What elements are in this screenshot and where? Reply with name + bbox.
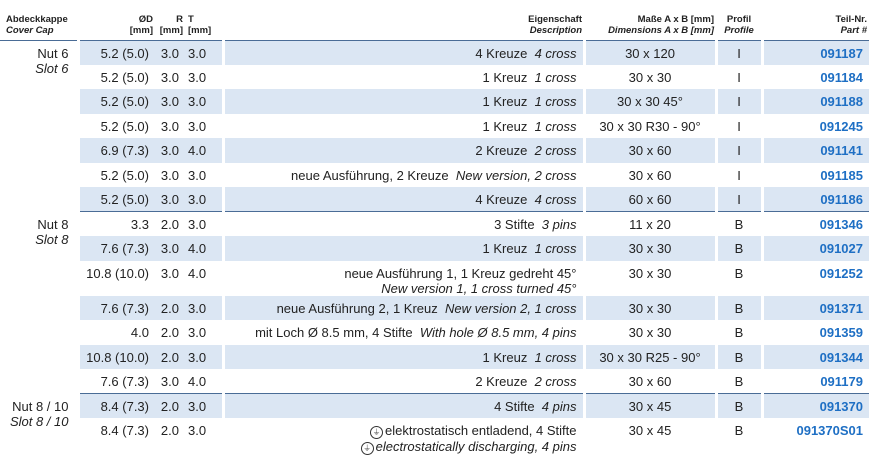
r-cell: 3.0 bbox=[155, 89, 185, 114]
header-cover-cap: Abdeckkappe Cover Cap bbox=[6, 13, 68, 36]
t-cell: 3.0 bbox=[185, 89, 223, 114]
r-cell: 2.0 bbox=[160, 325, 179, 340]
dimensions-cell: 30 x 45 bbox=[584, 394, 716, 419]
header-part-number: Teil-Nr. Part # bbox=[835, 13, 867, 36]
header-od: ØD [mm] bbox=[129, 13, 153, 36]
part-number-link[interactable]: 091179 bbox=[762, 369, 869, 394]
description-cell: 3 Stifte 3 pins bbox=[223, 212, 584, 237]
part-number-link[interactable]: 091185 bbox=[762, 163, 869, 188]
profile-cell: B bbox=[716, 394, 762, 419]
slot-group-label: Nut 8 / 10 Slot 8 / 10 bbox=[0, 394, 78, 456]
profile-cell: I bbox=[716, 163, 762, 188]
table-row bbox=[0, 187, 869, 212]
dimensions-cell: 30 x 30 bbox=[584, 65, 716, 90]
t-cell: 3.0 bbox=[188, 423, 207, 438]
t-cell: 3.0 bbox=[188, 167, 207, 183]
profile-cell: I bbox=[716, 65, 762, 90]
profile-cell: B bbox=[716, 345, 762, 370]
r-cell: 3.0 bbox=[155, 40, 185, 65]
table-row bbox=[0, 261, 869, 296]
profile-cell: I bbox=[716, 114, 762, 139]
profile-cell: B bbox=[716, 212, 762, 237]
table-row bbox=[0, 65, 869, 90]
table-row bbox=[0, 345, 869, 370]
esd-symbol-icon: ⏚ bbox=[370, 426, 383, 439]
t-cell: 4.0 bbox=[185, 138, 223, 163]
r-cell: 3.0 bbox=[155, 138, 185, 163]
table-row bbox=[0, 89, 869, 114]
table-row bbox=[0, 212, 869, 237]
part-number-link[interactable]: 091371 bbox=[762, 296, 869, 321]
od-cell: 10.8 (10.0) bbox=[78, 345, 155, 370]
part-number-link[interactable]: 091344 bbox=[762, 345, 869, 370]
part-number-link[interactable]: 091187 bbox=[762, 40, 869, 65]
profile-cell: I bbox=[716, 89, 762, 114]
table-row bbox=[0, 418, 869, 455]
od-cell: 8.4 (7.3) bbox=[78, 394, 155, 419]
dimensions-cell: 30 x 30 bbox=[584, 320, 716, 345]
table-row bbox=[0, 163, 869, 188]
dimensions-cell: 30 x 30 bbox=[584, 236, 716, 261]
description-cell: 2 Kreuze 2 cross bbox=[223, 369, 584, 394]
t-cell: 3.0 bbox=[188, 217, 207, 232]
t-cell: 3.0 bbox=[185, 187, 223, 212]
od-cell: 4.0 bbox=[78, 320, 155, 345]
dimensions-cell: 30 x 30 bbox=[584, 261, 716, 296]
header-property: Eigenschaft Description bbox=[528, 13, 582, 36]
table-row bbox=[0, 114, 869, 139]
t-cell: 4.0 bbox=[188, 265, 207, 281]
t-cell: 3.0 bbox=[185, 296, 223, 321]
od-cell: 5.2 (5.0) bbox=[78, 65, 155, 90]
profile-cell: I bbox=[716, 138, 762, 163]
r-cell: 2.0 bbox=[155, 345, 185, 370]
od-cell: 5.2 (5.0) bbox=[78, 114, 155, 139]
table-row bbox=[0, 320, 869, 345]
profile-cell: I bbox=[716, 40, 762, 65]
part-number-link[interactable]: 091141 bbox=[762, 138, 869, 163]
part-number-link[interactable]: 091027 bbox=[762, 236, 869, 261]
description-cell: 4 Kreuze 4 cross bbox=[223, 187, 584, 212]
part-number-link[interactable]: 091245 bbox=[762, 114, 869, 139]
profile-cell: B bbox=[716, 261, 762, 296]
od-cell: 5.2 (5.0) bbox=[78, 187, 155, 212]
dimensions-cell: 11 x 20 bbox=[584, 212, 716, 237]
r-cell: 3.0 bbox=[155, 369, 185, 394]
t-cell: 3.0 bbox=[185, 40, 223, 65]
t-cell: 3.0 bbox=[188, 69, 207, 85]
header-r: R [mm] bbox=[159, 13, 183, 36]
part-number-link[interactable]: 091186 bbox=[762, 187, 869, 212]
part-number-link[interactable]: 091359 bbox=[762, 320, 869, 345]
description-cell: 2 Kreuze 2 cross bbox=[223, 138, 584, 163]
profile-cell: B bbox=[716, 236, 762, 261]
part-number-link[interactable]: 091188 bbox=[762, 89, 869, 114]
t-cell: 4.0 bbox=[185, 236, 223, 261]
esd-symbol-icon: ⏚ bbox=[361, 442, 374, 455]
description-cell: neue Ausführung 2, 1 Kreuz New version 2, 1 cross bbox=[223, 296, 584, 321]
part-number-link[interactable]: 091370 bbox=[762, 394, 869, 419]
dimensions-cell: 30 x 30 bbox=[584, 296, 716, 321]
r-cell: 2.0 bbox=[160, 423, 179, 438]
dimensions-cell: 30 x 30 R25 - 90° bbox=[584, 345, 716, 370]
od-cell: 3.3 bbox=[78, 212, 155, 237]
description-cell: 1 Kreuz 1 cross bbox=[223, 236, 584, 261]
od-cell: 6.9 (7.3) bbox=[78, 138, 155, 163]
description-cell: 4 Stifte 4 pins bbox=[223, 394, 584, 419]
t-cell: 3.0 bbox=[188, 325, 207, 340]
r-cell: 3.0 bbox=[155, 236, 185, 261]
slot-group-label: Nut 8 Slot 8 bbox=[0, 212, 78, 394]
slot-group-label: Nut 6 Slot 6 bbox=[0, 40, 78, 212]
r-cell: 3.0 bbox=[160, 69, 179, 85]
table-row bbox=[0, 369, 869, 394]
t-cell: 4.0 bbox=[185, 369, 223, 394]
dimensions-cell: 60 x 60 bbox=[584, 187, 716, 212]
profile-cell: B bbox=[716, 418, 762, 455]
dimensions-cell: 30 x 45 bbox=[584, 418, 716, 455]
table-row bbox=[0, 296, 869, 321]
od-cell: 5.2 (5.0) bbox=[78, 89, 155, 114]
dimensions-cell: 30 x 60 bbox=[584, 369, 716, 394]
table-row bbox=[0, 40, 869, 65]
r-cell: 3.0 bbox=[160, 167, 179, 183]
part-number-link[interactable]: 091252 bbox=[762, 261, 869, 296]
od-cell: 7.6 (7.3) bbox=[78, 369, 155, 394]
r-cell: 2.0 bbox=[155, 394, 185, 419]
od-cell: 8.4 (7.3) bbox=[78, 418, 155, 455]
t-cell: 3.0 bbox=[185, 345, 223, 370]
profile-cell: B bbox=[716, 296, 762, 321]
table-row bbox=[0, 138, 869, 163]
description-cell: ⏚ elektrostatisch entladend, 4 Stifte ⏚ electrostatically discharging, 4 pins bbox=[223, 418, 584, 455]
description-cell: mit Loch Ø 8.5 mm, 4 Stifte With hole Ø 8.5 mm, 4 pins bbox=[223, 320, 584, 345]
r-cell: 3.0 bbox=[155, 187, 185, 212]
dimensions-cell: 30 x 60 bbox=[584, 138, 716, 163]
r-cell: 2.0 bbox=[155, 296, 185, 321]
profile-cell: B bbox=[716, 369, 762, 394]
description-cell: neue Ausführung, 2 Kreuze New version, 2 cross bbox=[223, 163, 584, 188]
header-dimensions: Maße A x B [mm] Dimensions A x B [mm] bbox=[608, 13, 714, 36]
description-cell: 1 Kreuz 1 cross bbox=[223, 89, 584, 114]
od-cell: 5.2 (5.0) bbox=[78, 40, 155, 65]
description-cell: neue Ausführung 1, 1 Kreuz gedreht 45° New version 1, 1 cross turned 45° bbox=[223, 261, 584, 296]
description-cell: 4 Kreuze 4 cross bbox=[223, 40, 584, 65]
description-cell: 1 Kreuz 1 cross bbox=[223, 114, 584, 139]
profile-cell: B bbox=[716, 320, 762, 345]
od-cell: 7.6 (7.3) bbox=[78, 236, 155, 261]
dimensions-cell: 30 x 60 bbox=[584, 163, 716, 188]
table-row bbox=[0, 394, 869, 419]
part-number-link[interactable]: 091370S01 bbox=[762, 418, 869, 455]
r-cell: 3.0 bbox=[160, 265, 179, 281]
part-number-link[interactable]: 091184 bbox=[762, 65, 869, 90]
r-cell: 3.0 bbox=[160, 118, 179, 134]
description-cell: 1 Kreuz 1 cross bbox=[223, 345, 584, 370]
header-profile: Profil Profile bbox=[724, 13, 754, 36]
part-number-link[interactable]: 091346 bbox=[762, 212, 869, 237]
header-t: T [mm] bbox=[188, 13, 212, 36]
od-cell: 7.6 (7.3) bbox=[78, 296, 155, 321]
profile-cell: I bbox=[716, 187, 762, 212]
t-cell: 3.0 bbox=[185, 394, 223, 419]
table-header bbox=[0, 0, 869, 40]
r-cell: 2.0 bbox=[160, 217, 179, 232]
dimensions-cell: 30 x 30 R30 - 90° bbox=[584, 114, 716, 139]
od-cell: 5.2 (5.0) bbox=[78, 163, 155, 188]
dimensions-cell: 30 x 30 45° bbox=[584, 89, 716, 114]
od-cell: 10.8 (10.0) bbox=[78, 261, 155, 296]
dimensions-cell: 30 x 120 bbox=[584, 40, 716, 65]
t-cell: 3.0 bbox=[188, 118, 207, 134]
table-row bbox=[0, 236, 869, 261]
description-cell: 1 Kreuz 1 cross bbox=[223, 65, 584, 90]
